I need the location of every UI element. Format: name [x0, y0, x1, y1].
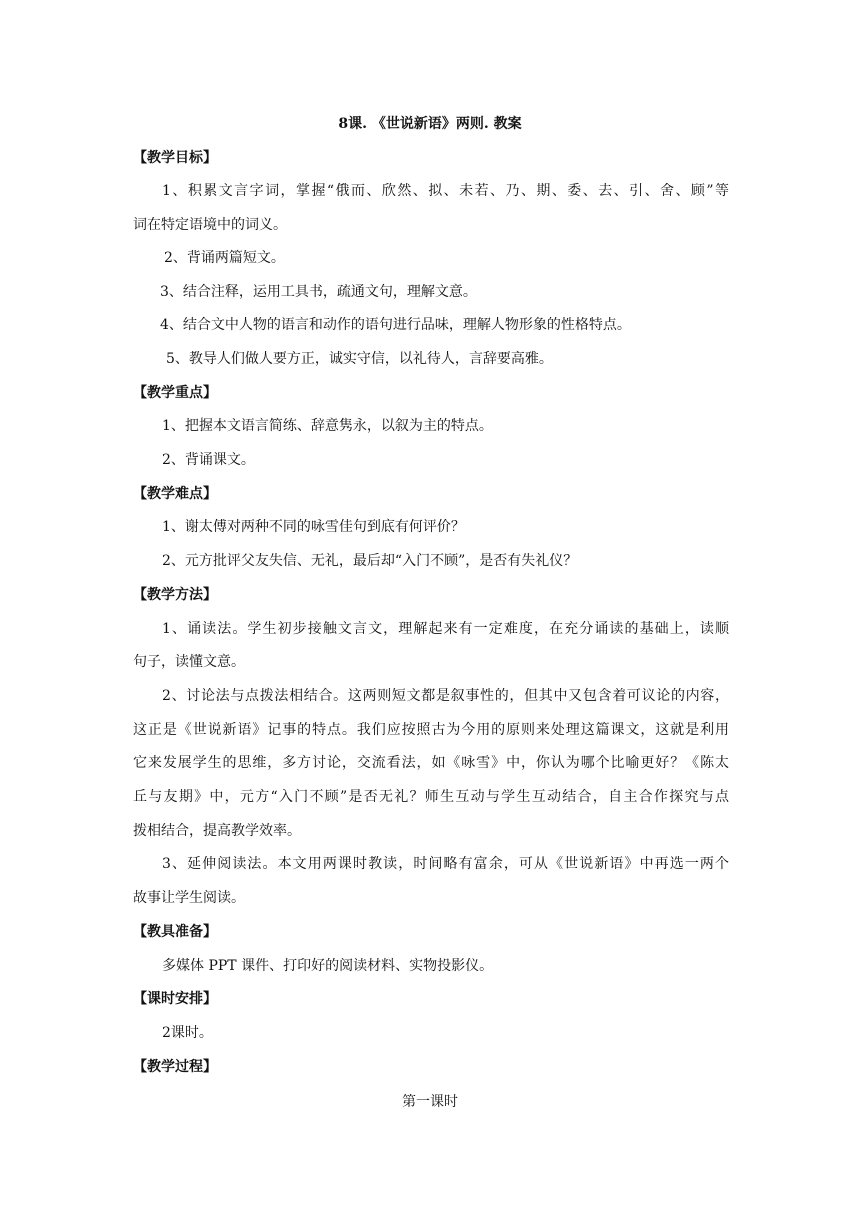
schedule-item-1: 2课时。 — [162, 1025, 213, 1041]
key-point-item-2: 2、背诵课文。 — [162, 452, 255, 468]
section-heading-goals: 【教学目标】 — [133, 150, 217, 166]
section-heading-difficulties: 【教学难点】 — [133, 486, 217, 502]
difficulty-item-2: 2、元方批评父友失信、无礼，最后却“入门不顾”，是否有失礼仪？ — [162, 553, 578, 569]
method-item-3-cont: 故事让学生阅读。 — [133, 890, 245, 906]
section-heading-process: 【教学过程】 — [133, 1059, 217, 1075]
tools-item-1: 多媒体 PPT 课件、打印好的阅读材料、实物投影仪。 — [162, 958, 494, 974]
goal-item-1: 1、积累文言字词，掌握“俄而、欣然、拟、未若、乃、期、委、去、引、舍、顾”等 — [162, 183, 729, 199]
section-heading-schedule: 【课时安排】 — [133, 991, 217, 1007]
method-item-2: 2、讨论法与点拨法相结合。这两则短文都是叙事性的，但其中又包含着可议论的内容， — [162, 688, 729, 704]
section-heading-methods: 【教学方法】 — [133, 587, 217, 603]
method-item-2-cont-3: 丘与友期》中，元方“入门不顾”是否无礼？师生互动与学生互动结合，自主合作探究与点 — [133, 789, 729, 805]
goal-item-2: 2、背诵两篇短文。 — [164, 250, 285, 266]
method-item-1: 1、诵读法。学生初步接触文言文，理解起来有一定难度，在充分诵读的基础上，读顺 — [162, 621, 729, 637]
section-heading-key-points: 【教学重点】 — [133, 385, 217, 401]
process-subheading: 第一课时 — [402, 1094, 458, 1110]
goal-item-4: 4、结合文中人物的语言和动作的语句进行品味，理解人物形象的性格特点。 — [160, 317, 631, 333]
goal-item-3: 3、结合注释，运用工具书，疏通文句，理解文意。 — [160, 284, 477, 300]
goal-item-1-cont: 词在特定语境中的词义。 — [133, 217, 287, 233]
method-item-2-cont-4: 拨相结合，提高教学效率。 — [133, 823, 301, 839]
document-title: 8课. 《世说新语》两则. 教案 — [338, 116, 522, 132]
key-point-item-1: 1、把握本文语言简练、辞意隽永，以叙为主的特点。 — [162, 418, 493, 434]
method-item-2-cont-1: 这正是《世说新语》记事的特点。我们应按照古为今用的原则来处理这篇课文，这就是利用 — [133, 722, 729, 738]
goal-item-5: 5、教导人们做人要方正，诚实守信，以礼待人，言辞要高雅。 — [166, 351, 553, 367]
section-heading-tools: 【教具准备】 — [133, 924, 217, 940]
method-item-2-cont-2: 它来发展学生的思维，多方讨论，交流看法，如《咏雪》中，你认为哪个比喻更好？《陈太 — [133, 755, 729, 771]
method-item-1-cont: 句子，读懂文意。 — [133, 654, 245, 670]
difficulty-item-1: 1、谢太傅对两种不同的咏雪佳句到底有何评价？ — [162, 519, 465, 535]
method-item-3: 3、延伸阅读法。本文用两课时教读，时间略有富余，可从《世说新语》中再选一两个 — [162, 856, 729, 872]
